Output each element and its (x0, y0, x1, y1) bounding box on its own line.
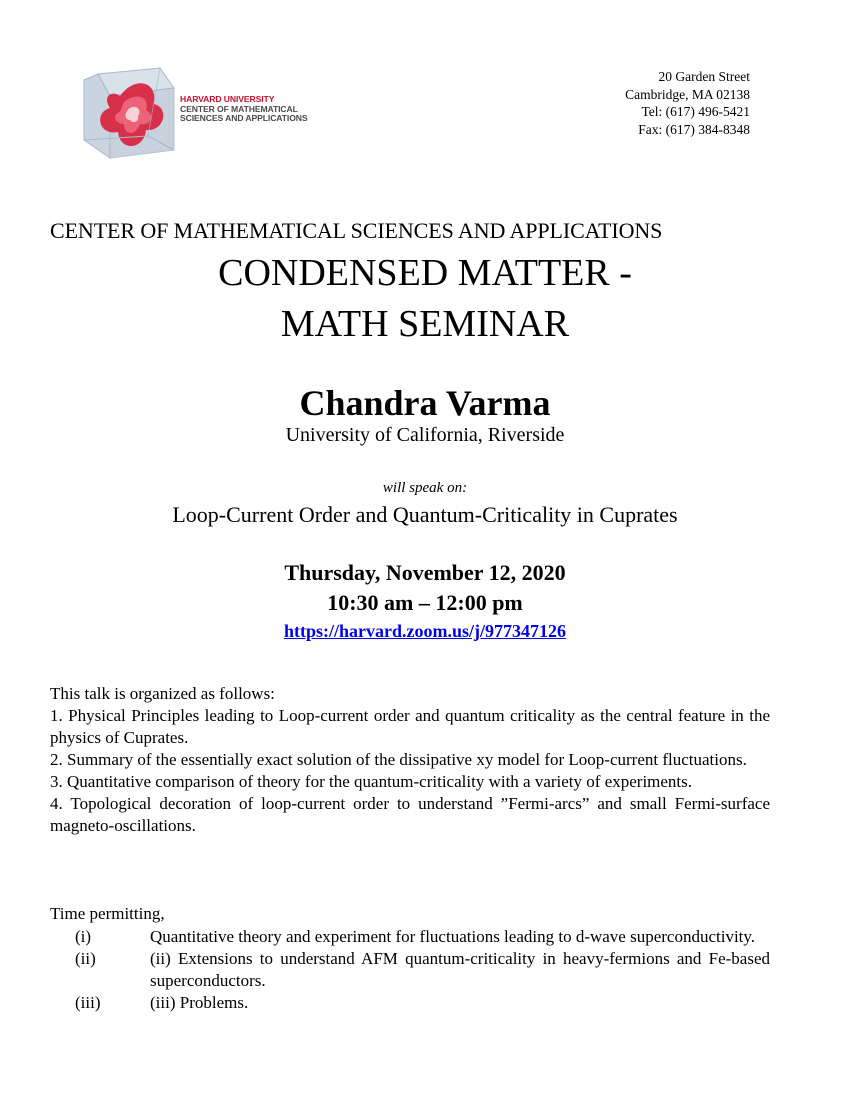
abstract-item: 2. Summary of the essentially exact solution of the dissipative xy model for Loop-current fluctuations. (50, 750, 747, 769)
list-item-number: (iii) (75, 993, 101, 1012)
logo-line-1: HARVARD UNIVERSITY (180, 94, 275, 104)
address-tel: Tel: (617) 496-5421 (641, 104, 750, 119)
seminar-title-line-1: CONDENSED MATTER - (218, 252, 632, 294)
logo (80, 66, 310, 162)
list-item-number: (i) (75, 927, 92, 946)
address-city: Cambridge, MA 02138 (625, 86, 750, 102)
abstract (50, 683, 770, 837)
logo-text (180, 95, 308, 124)
list-item-text: Quantitative theory and experiment for fluctuations leading to d-wave superconductivity. (150, 927, 756, 946)
list-item-text: (ii) Extensions to understand AFM quantum-criticality in heavy-fermions and Fe-based superconductors. (150, 949, 770, 990)
speaker-affiliation: University of California, Riverside (285, 424, 565, 446)
zoom-link-container (0, 621, 850, 642)
abstract-item: 3. Quantitative comparison of theory for the quantum-criticality with a variety of experiments. (50, 772, 693, 791)
logo-line-2: CENTER OF MATHEMATICAL (180, 103, 298, 114)
logo-line-3: SCIENCES AND APPLICATIONS (180, 113, 308, 124)
list-item (50, 992, 770, 1014)
event-time: 10:30 am – 12:00 pm (327, 590, 523, 615)
will-speak-on: will speak on: (382, 480, 468, 496)
zoom-link[interactable]: https://harvard.zoom.us/j/977347126 (283, 621, 566, 641)
talk-title: Loop-Current Order and Quantum-Criticality in Cuprates (172, 502, 678, 527)
center-name: CENTER OF MATHEMATICAL SCIENCES AND APPLICATIONS (50, 218, 663, 243)
speaker-name: Chandra Varma (299, 383, 551, 423)
list-item (50, 926, 770, 948)
address-fax: Fax: (617) 384-8348 (638, 121, 750, 137)
list-item-number: (ii) (75, 949, 96, 968)
abstract-item: 4. Topological decoration of loop-current order to understand ”Fermi-arcs” and small Fermi-surface magneto-oscillations. (50, 794, 770, 835)
optional-topics-list (50, 926, 770, 1014)
seminar-title-line-2: MATH SEMINAR (280, 303, 570, 345)
address-street: 20 Garden Street (658, 69, 750, 84)
address-block (625, 68, 750, 138)
abstract-lead: This talk is organized as follows: (50, 684, 275, 703)
list-item-text: (iii) Problems. (150, 993, 249, 1012)
time-permitting: Time permitting, (50, 904, 165, 923)
list-item (50, 948, 770, 992)
cube-logo-icon (80, 66, 178, 162)
event-date: Thursday, November 12, 2020 (284, 560, 566, 585)
abstract-item: 1. Physical Principles leading to Loop-current order and quantum criticality as the central feature in the physics of Cuprates. (50, 706, 770, 747)
